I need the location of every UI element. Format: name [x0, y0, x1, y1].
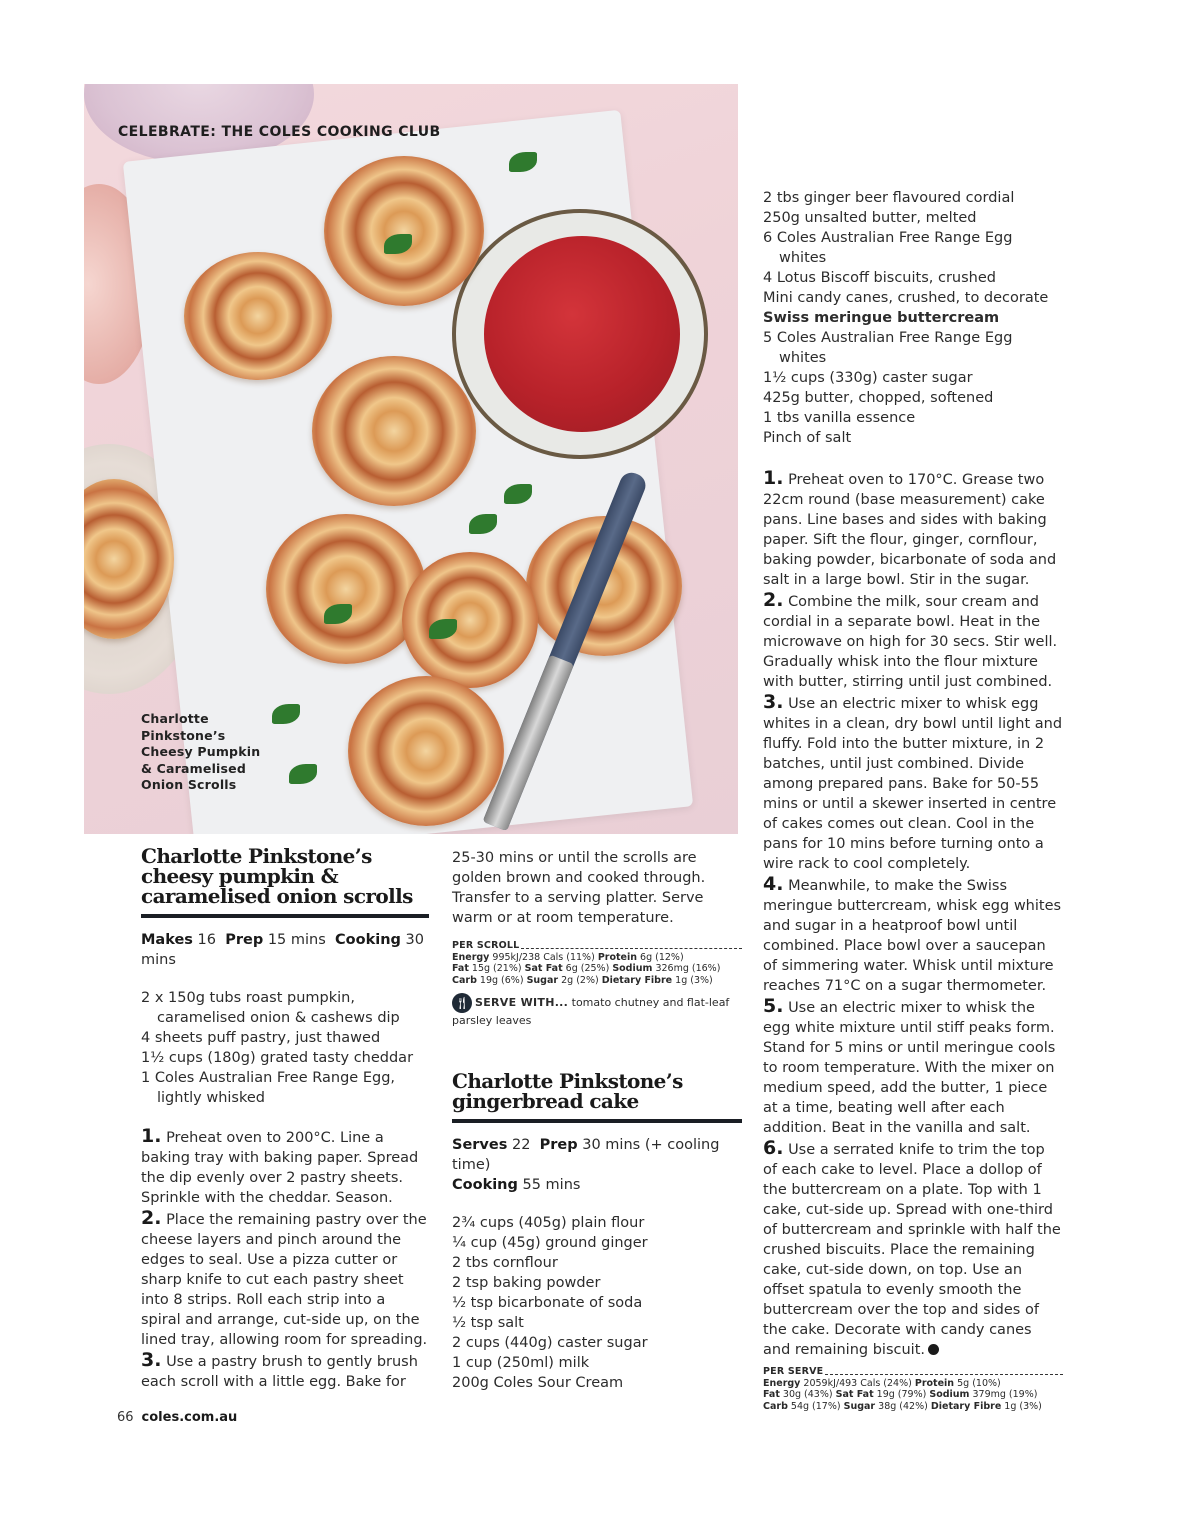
ingredient: 4 Lotus Biscoff biscuits, crushed — [763, 270, 996, 286]
ingredient: 4 sheets puff pastry, just thawed — [141, 1030, 381, 1046]
ingredient: 1 Coles Australian Free Range Egg, lightly whisked — [141, 1070, 396, 1106]
scroll-pastry — [266, 514, 426, 664]
serve-with-note: 🍴︎ SERVE WITH... tomato chutney and flat-leaf parsley leaves — [452, 993, 742, 1029]
scroll-pastry — [324, 156, 484, 306]
ingredient: Pinch of salt — [763, 430, 852, 446]
ingredient: 1½ cups (330g) caster sugar — [763, 370, 973, 386]
ingredient: ½ tsp salt — [452, 1315, 524, 1331]
recipe1-ingredients — [141, 988, 429, 1108]
website-link[interactable]: coles.com.au — [141, 1410, 238, 1425]
recipe1-title: Charlotte Pinkstone’s cheesy pumpkin & caramelised onion scrolls — [141, 844, 413, 908]
scroll-pastry — [184, 252, 332, 380]
buttercream-heading: Swiss meringue buttercream — [763, 310, 1000, 326]
ingredient: 200g Coles Sour Cream — [452, 1375, 624, 1391]
scroll-pastry — [348, 676, 504, 826]
cutlery-icon: 🍴︎ — [452, 993, 472, 1013]
ingredient: 425g butter, chopped, softened — [763, 390, 994, 406]
recipe1-step: 1. Preheat oven to 200°C. Line a baking tray with baking paper. Spread the dip evenly over 2 pastry sheets. Sprinkle with the cheddar. Season. — [141, 1125, 419, 1206]
recipe1-column — [141, 846, 429, 1392]
ingredient: 2 cups (440g) caster sugar — [452, 1335, 648, 1351]
page-number: 66 — [117, 1410, 134, 1425]
recipe2-step: 6. Use a serrated knife to trim the top of each cake to level. Place a dollop of the buttercream on a plate. Top with 1 cake, cut-side up. Spread with one-third of buttercream and sprinkle with half the crushed biscuits. Place the remaining cake, cut-side down, on top. Use an offset spatula to evenly smooth the buttercream over the top and sides of the cake. Decorate with candy canes and remaining biscuit. — [763, 1137, 1061, 1358]
photo-caption: Charlotte Pinkstone’s Cheesy Pumpkin & Caramelised Onion Scrolls — [141, 711, 261, 792]
ingredient: 1½ cups (180g) grated tasty cheddar — [141, 1050, 414, 1066]
recipe2-nutrition: PER SERVE Energy 2059kJ/493 Cals (24%) Protein 5g (10%) Fat 30g (43%) Sat Fat 19g (79%) Sodium 379mg (19%) Carb 54g (17%) Sugar 38g (42%) Dietary Fibre 1g (3%) — [763, 1366, 1063, 1412]
ingredient: 2 tbs cornflour — [452, 1255, 558, 1271]
ingredient: 250g unsalted butter, melted — [763, 210, 977, 226]
recipe2-step: 4. Meanwhile, to make the Swiss meringue buttercream, whisk egg whites and sugar in a heatproof bowl until combined. Place bowl over a saucepan of simmering water. Whisk until mixture reaches 71°C on a sugar thermometer. — [763, 873, 1062, 994]
page-footer — [117, 1410, 237, 1425]
recipe2-title: Charlotte Pinkstone’s gingerbread cake — [452, 1069, 683, 1113]
ingredient: 2 tbs ginger beer flavoured cordial — [763, 190, 1015, 206]
title-rule — [141, 914, 429, 918]
hero-photo — [84, 84, 738, 834]
recipe1-step-continued: 25-30 mins or until the scrolls are golden brown and cooked through. Transfer to a serving platter. Serve warm or at room temperature. — [452, 850, 706, 926]
recipe2-step: 5. Use an electric mixer to whisk the egg white mixture until stiff peaks form. Stand for 5 mins or until meringue cools to room temperature. With the mixer on medium speed, add the butter, 1 piece at a time, beating well after each addition. Beat in the vanilla and salt. — [763, 995, 1056, 1136]
ingredient: 1 tbs vanilla essence — [763, 410, 916, 426]
recipe2-step: 3. Use an electric mixer to whisk egg whites in a clean, dry bowl until light and fluffy. Fold into the butter mixture, in 2 batches, until just combined. Divide among prepared pans. Bake for 50-55 mins or until a skewer inserted in centre of cakes comes out clean. Cool in the pans for 10 mins before turning onto a wire rack to cool completely. — [763, 691, 1063, 872]
ingredient: 5 Coles Australian Free Range Egg whites — [763, 330, 1013, 366]
recipe1-step: 2. Place the remaining pastry over the cheese layers and pinch around the edges to seal. Use a pizza cutter or sharp knife to cut each pastry sheet into 8 strips. Roll each strip into a spiral and arrange, cut-side up, on the lined tray, allowing room for spreading. — [141, 1207, 428, 1348]
ingredient: 1 cup (250ml) milk — [452, 1355, 590, 1371]
recipe2-step: 1. Preheat oven to 170°C. Grease two 22cm round (base measurement) cake pans. Line bases and sides with baking paper. Sift the flour, ginger, cornflour, baking powder, bicarbonate of soda and salt in a large bowl. Stir in the sugar. — [763, 467, 1057, 588]
ingredient: 2 x 150g tubs roast pumpkin, caramelised onion & cashews dip — [141, 990, 400, 1026]
recipe2-meta: Serves 22 Prep 30 mins (+ cooling time) Cooking 55 mins — [452, 1137, 720, 1193]
recipe1-step: 3. Use a pastry brush to gently brush each scroll with a little egg. Bake for — [141, 1349, 418, 1390]
scroll-pastry — [312, 356, 476, 506]
recipe1-meta: Makes 16 Prep 15 mins Cooking 30 mins — [141, 932, 424, 968]
recipe2-ingredients — [452, 1213, 742, 1393]
ingredient: 6 Coles Australian Free Range Egg whites — [763, 230, 1013, 266]
tomato-chutney — [484, 236, 680, 432]
ingredient: ¼ cup (45g) ground ginger — [452, 1235, 648, 1251]
section-label: CELEBRATE: THE COLES COOKING CLUB — [118, 124, 441, 140]
middle-column — [452, 848, 742, 1411]
right-column — [763, 188, 1063, 1412]
end-mark-icon — [928, 1344, 939, 1355]
ingredient: 2¾ cups (405g) plain flour — [452, 1215, 645, 1231]
recipe2-step: 2. Combine the milk, sour cream and cordial in a separate bowl. Heat in the microwave on high for 30 secs. Stir well. Gradually whisk into the flour mixture with butter, stirring until just combined. — [763, 589, 1058, 690]
scroll-pastry — [402, 552, 538, 688]
ingredient: 2 tsp baking powder — [452, 1275, 601, 1291]
ingredient: Mini candy canes, crushed, to decorate — [763, 290, 1049, 306]
recipe2-ingredients-continued — [763, 188, 1063, 448]
title-rule — [452, 1119, 742, 1123]
recipe1-nutrition: PER SCROLL Energy 995kJ/238 Cals (11%) Protein 6g (12%) Fat 15g (21%) Sat Fat 6g (25%) Sodium 326mg (16%) Carb 19g (6%) Sugar 2g (2%) Dietary Fibre 1g (3%) — [452, 940, 742, 986]
ingredient: ½ tsp bicarbonate of soda — [452, 1295, 643, 1311]
